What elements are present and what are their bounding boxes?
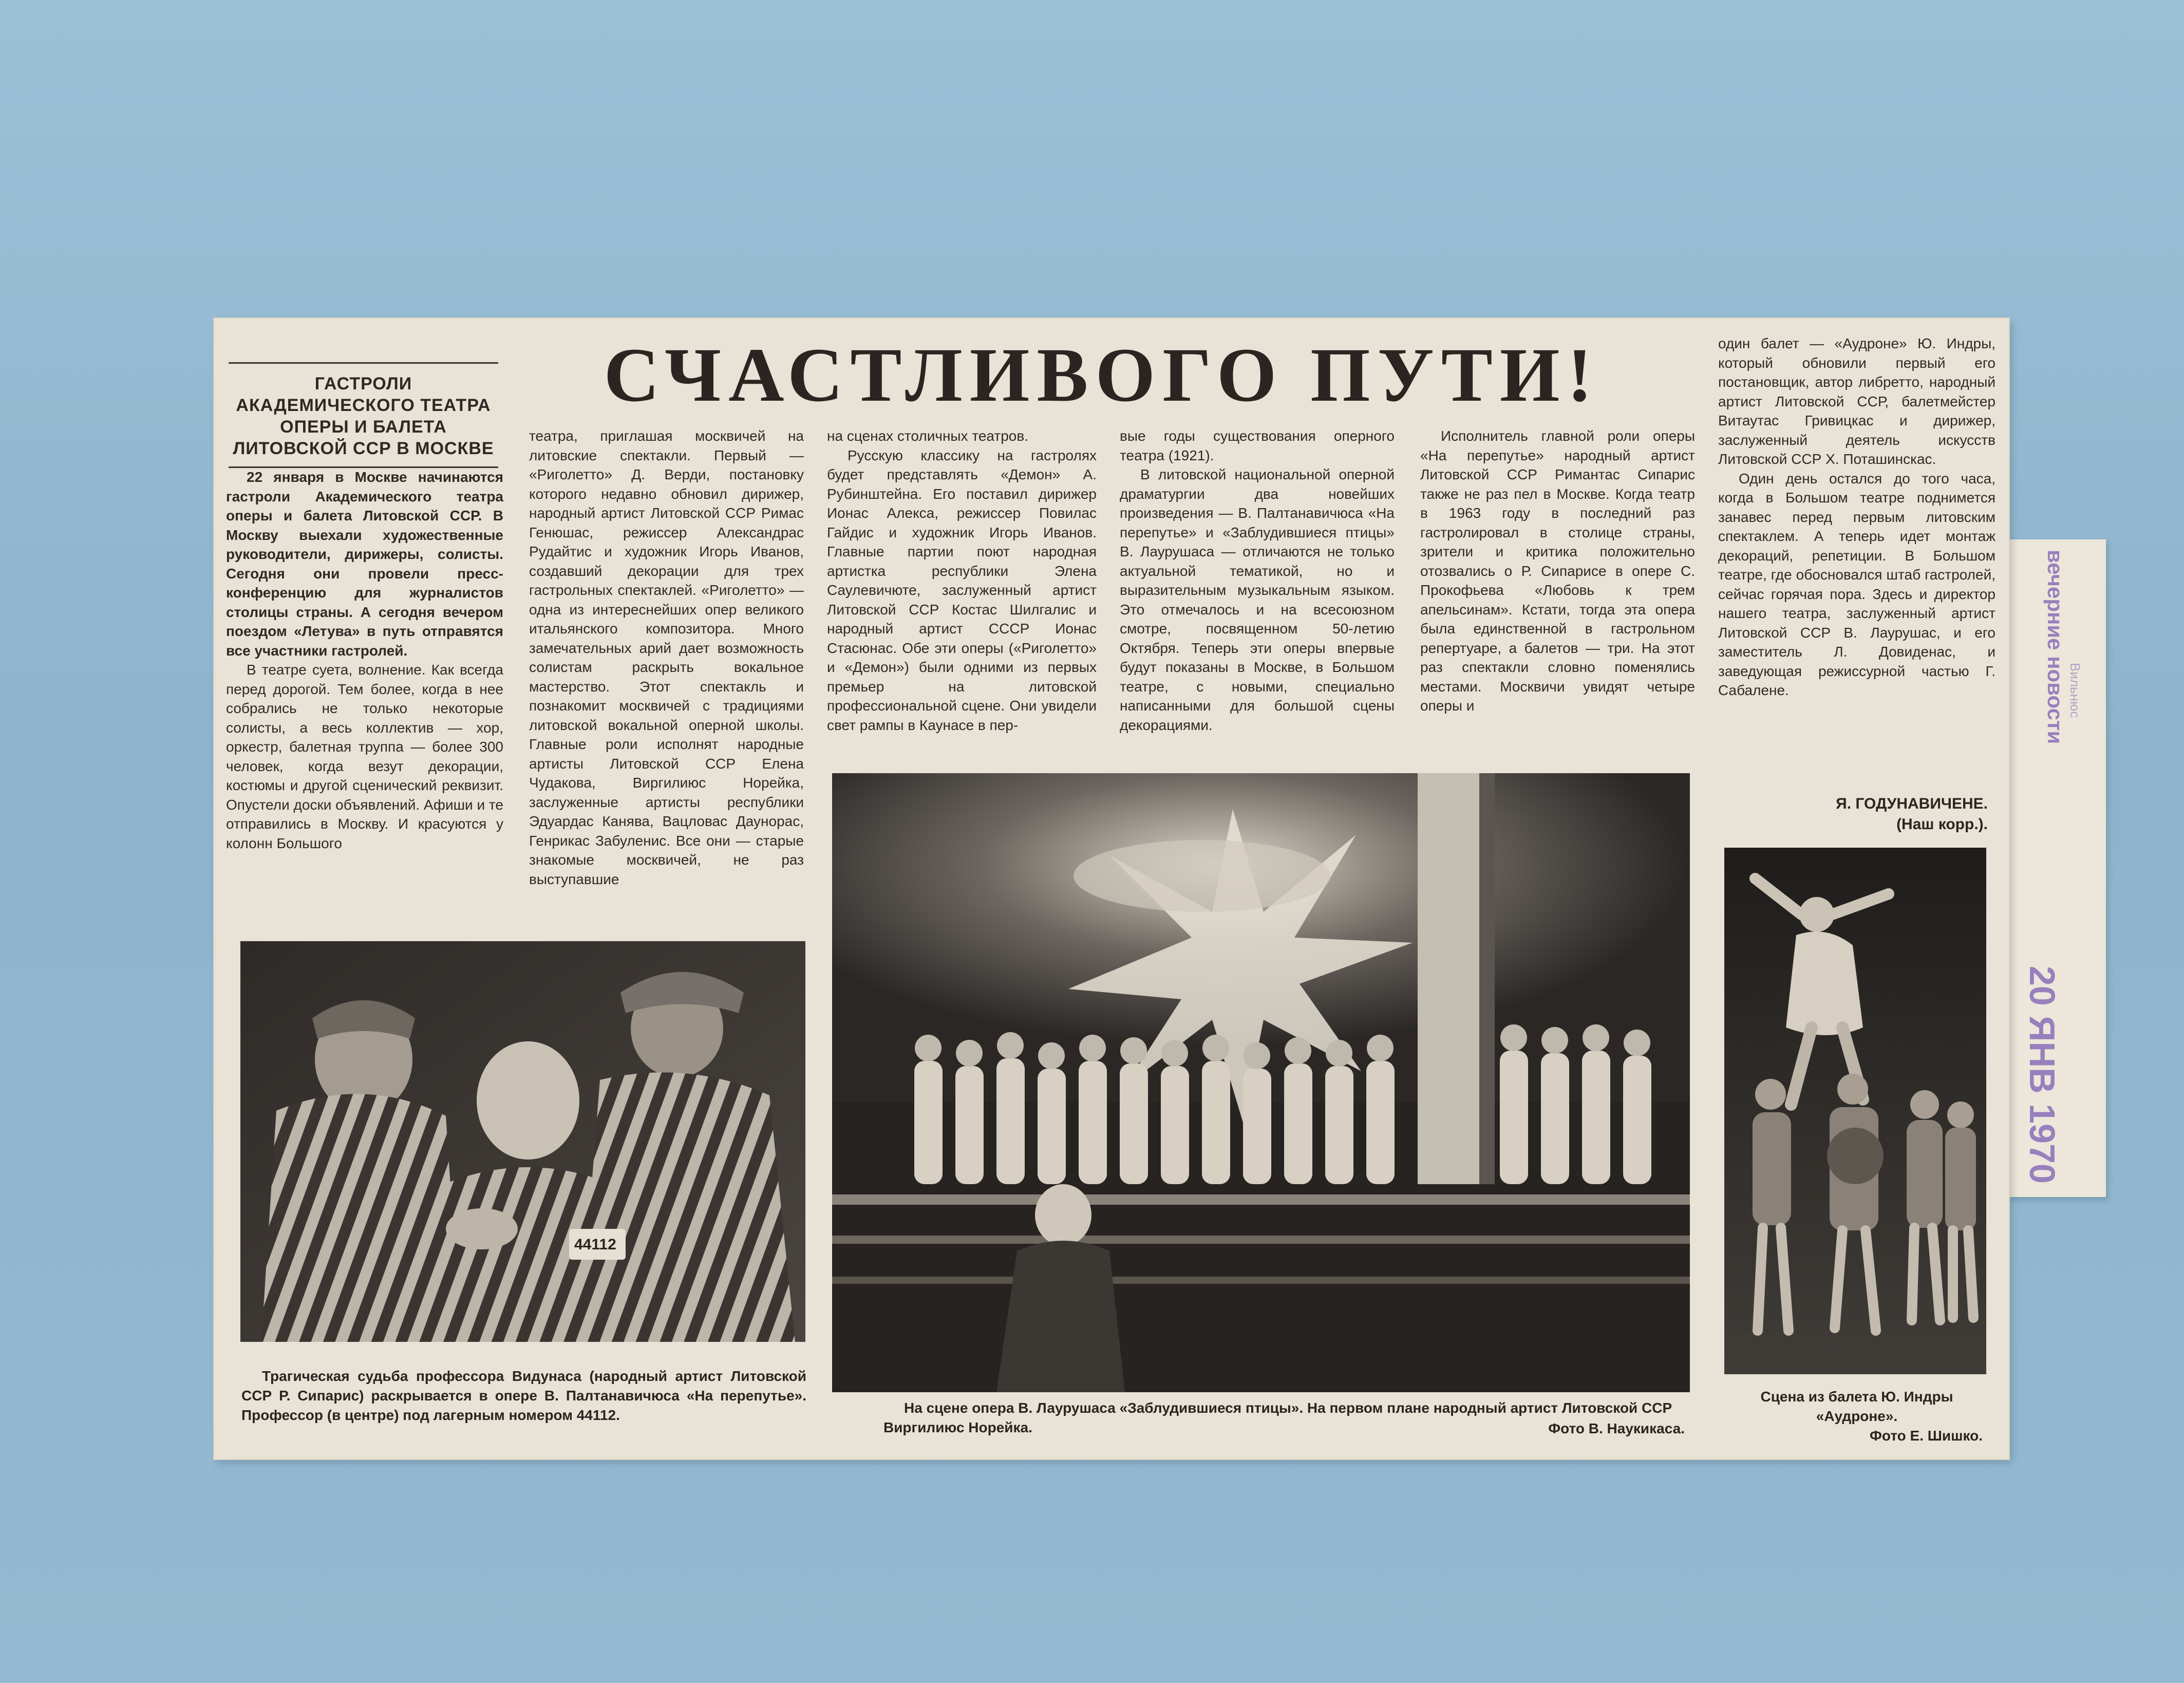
signature-name: Я. ГОДУНАВИЧЕНЕ. [1836, 795, 1988, 812]
caption-photo-2-text: На сцене опера В. Лаурушаса «Заблудившиеся птицы». На первом плане народный артист Литовской ССР Виргилиюс Норейка. [883, 1400, 1672, 1435]
column-1-body: В театре суета, волнение. Как всегда перед дорогой. Тем более, когда в нее собрались не только некоторые солисты, а весь коллектив — хор, оркестр, балетная труппа — более 300 человек, когда везут декорации, костюмы и другой сценический реквизит. Опустели доски объявлений. Афиши и те отправились в Москву. И красуются у колонн Большого [226, 662, 503, 851]
column-3 [827, 426, 1097, 735]
caption-photo-1: Трагическая судьба профессора Видунаса (народный артист Литовской ССР Р. Сипарис) раскрывается в опере В. Палтанавичюса «На перепутье». Профессор (в центре) под лагерным номером 44112. [241, 1368, 806, 1423]
stamp-date-text: 20 ЯНВ 1970 [2022, 966, 2062, 1184]
photo-1-image [240, 941, 805, 1342]
column-6-p1: один балет — «Аудроне» Ю. Индры, который обновили первый его постановщик, автор либретто, народный артист Литовской ССР, балетмейстер Витаутас Гривицкас и дирижер, заслуженный деятель искусств Литовской ССР Х. Поташинскас. [1718, 335, 1995, 467]
stamp-source-text: вечерние новости [2043, 550, 2067, 744]
stamp-city-text: Вильнюс [2067, 663, 2083, 718]
photo-3-image [1724, 848, 1986, 1374]
column-5-body: Исполнитель главной роли оперы «На перепутье» народный артист Литовской ССР Римантас Сипарис также не раз пел в Москве. Когда театр в 1963 году в последний раз гастролировал в столице страны, зрители и критика положительно отозвались о Р. Сипарисе в опере С. Прокофьева «Любовь к трем апельсинам». Кстати, тогда эта опера была единственной в гастрольном репертуаре, а балетов — три. На этот раз спектакли словно поменялись местами. Москвичи увидят четыре оперы и [1420, 428, 1695, 714]
column-2 [529, 426, 804, 889]
caption-photo-3-credit: Фото Е. Шишко. [1870, 1428, 1983, 1444]
photo-opera-crossroads [240, 941, 805, 1342]
column-6-p2: Один день остался до того часа, когда в Большом театре поднимется занавес перед первым литовским спектаклем. А теперь идет монтаж декораций, репетиции. В Большом театре, где обосновался штаб гастролей, сейчас горячая пора. Здесь и директор нашего театра, заслуженный артист Литовской ССР В. Лаурушас, и его заместитель Л. Довиденас, и заведующая режиссурной частью Г. Сабалене. [1718, 470, 1995, 698]
photo-opera-lost-birds [832, 773, 1690, 1392]
column-5 [1420, 426, 1695, 716]
column-3-p2: Русскую классику на гастролях будет представлять «Демон» А. Рубинштейна. Его поставил дирижер Ионас Алекса, режиссер Повилас Гайдис и художник Игорь Иванов. Главные партии поют народная артистка республики Элена Саулевичюте, заслуженный артист Литовской ССР Костас Шилгалис и народный артист СССР Ионас Стасюнас. Обе эти оперы («Риголетто» и «Демон») были одними из первых премьер на литовской профессиональной сцене. Они увидели свет рампы в Каунасе в пер- [827, 447, 1097, 733]
column-1 [226, 467, 503, 853]
caption-photo-2-credit: Фото В. Наукикаса. [1548, 1420, 1685, 1436]
date-stamp [2019, 956, 2096, 1192]
column-4 [1120, 426, 1395, 735]
signature-note: (Наш корр.). [1896, 816, 1988, 833]
photo-2-image [832, 773, 1690, 1392]
column-4-p1: вые годы существования оперного театра (1921). [1120, 428, 1395, 463]
column-6 [1718, 334, 1995, 700]
source-stamp [2021, 545, 2098, 822]
headline: СЧАСТЛИВОГО ПУТИ! [604, 332, 1600, 418]
signature [1746, 794, 1988, 835]
rubric-heading: ГАСТРОЛИ АКАДЕМИЧЕСКОГО ТЕАТРА ОПЕРЫ И БАЛЕТА ЛИТОВСКОЙ ССР В МОСКВЕ [229, 362, 498, 468]
photo-ballet-audrone [1724, 848, 1986, 1374]
column-4-p2: В литовской национальной оперной драматургии два новейших произведения — В. Палтанавичюса «На перепутье» и «Заблудившиеся птицы» В. Лаурушаса — отличаются не только актуальной тематикой, но и выразительным музыкальным языком. Это отмечалось и на всесоюзном смотре, посвященном 50-летию Октября. Теперь эти оперы впервые будут показаны в Москве, в Большом театре, с новыми, специально написанными для большой сцены декорациями. [1120, 466, 1395, 733]
column-3-p1: на сценах столичных театров. [827, 428, 1028, 444]
caption-photo-3: Сцена из балета Ю. Индры «Аудроне». [1760, 1389, 1953, 1424]
photo-1-number: 44112 [574, 1236, 616, 1253]
lead-paragraph: 22 января в Москве начинаются гастроли Академического театра оперы и балета Литовской ССР. В Москву выехали художественные руководители, дирижеры, солисты. Сегодня они провели пресс-конференцию для журналистов столицы страны. А сегодня вечером поездом «Летува» в путь отправятся все участники гастролей. [226, 469, 503, 659]
column-2-body: театра, приглашая москвичей на литовские спектакли. Первый — «Риголетто» Д. Верди, постановку которого недавно обновил дирижер, народный артист Литовской ССР Римас Генюшас, режиссер Александрас Рудайтис и художник Игорь Иванов, создавший декорации для трех гастрольных спектаклей. «Риголетто» — одна из интереснейших опер великого итальянского композитора. Много замечательных арий дает возможность солистам раскрыть вокальное мастерство. Этот спектакль и познакомит москвичей с традициями литовской вокальной оперной школы. Главные роли исполнят народные артисты Литовской ССР Елена Чудакова, Виргилиюс Норейка, заслуженные артисты республики Эдуардас Канява, Вацловас Даунорас, Генрикас Забуленис. Все они — старые знакомые москвичей, не раз выступавшие [529, 428, 804, 887]
